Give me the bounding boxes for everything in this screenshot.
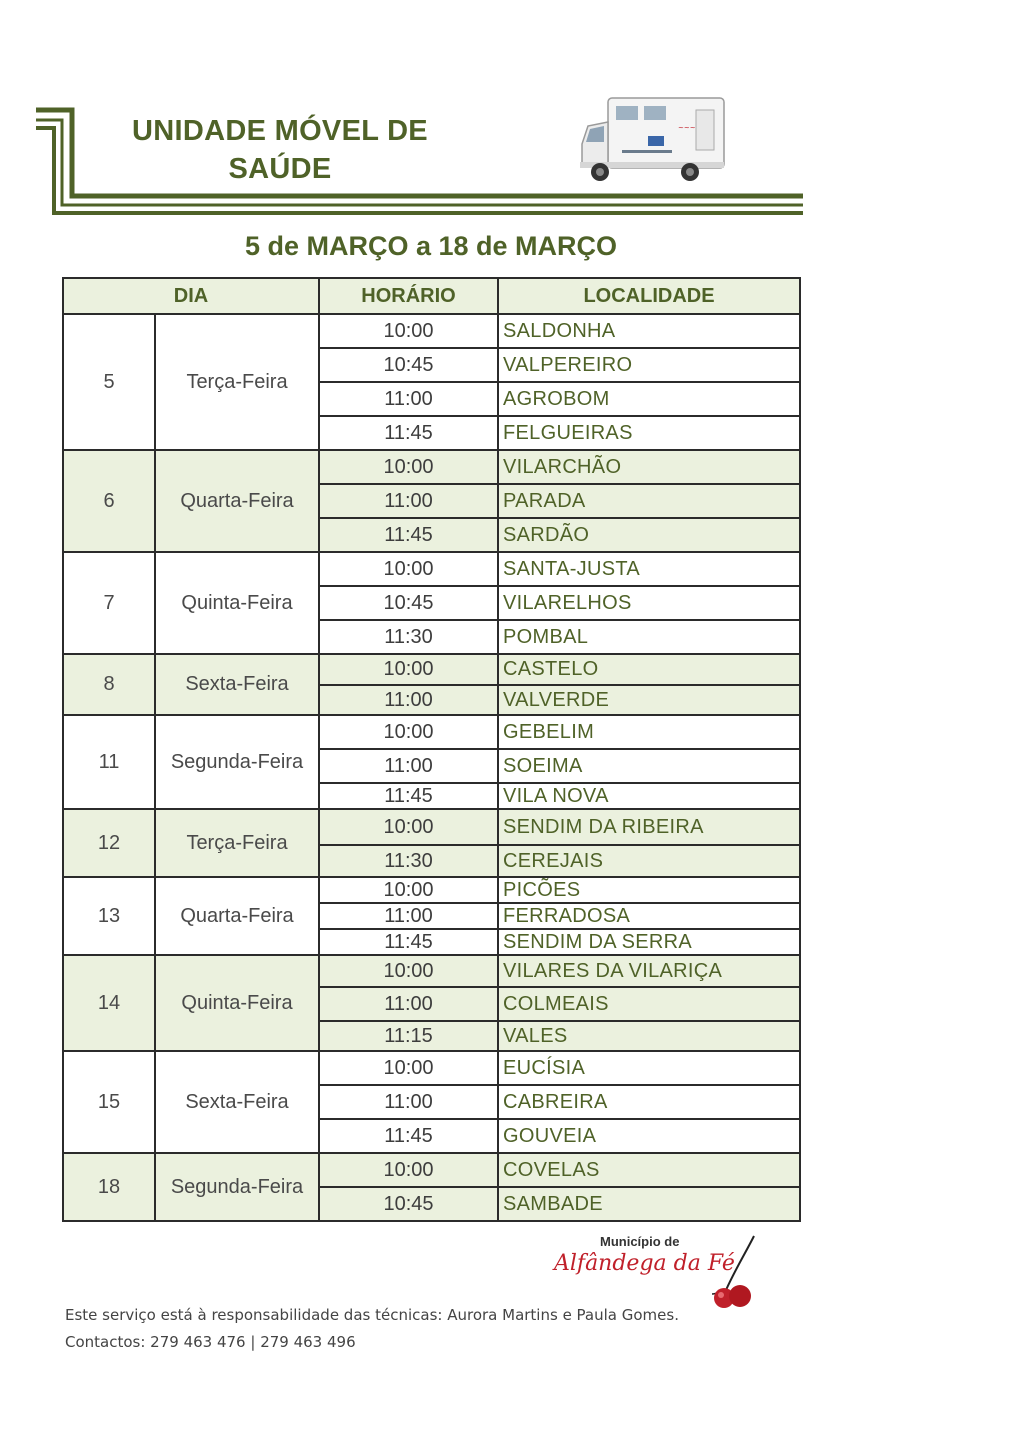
visit-time: 10:45 [319, 348, 498, 382]
page-title [100, 112, 460, 188]
visit-time: 10:00 [319, 809, 498, 845]
header-dia: DIA [63, 278, 319, 314]
visit-location: SANTA-JUSTA [498, 552, 800, 586]
schedule-body [63, 314, 800, 1221]
visit-time: 11:00 [319, 903, 498, 929]
footer-responsible: Este serviço está à responsabilidade das técnicas: Aurora Martins e Paula Gomes. [65, 1306, 679, 1324]
visit-time: 11:00 [319, 382, 498, 416]
visit-time: 11:45 [319, 929, 498, 955]
weekday-name: Sexta-Feira [155, 1051, 319, 1153]
visit-time: 10:00 [319, 1153, 498, 1187]
visit-location: FELGUEIRAS [498, 416, 800, 450]
svg-text:Alfândega da Fé: Alfândega da Fé [554, 1251, 735, 1276]
visit-time: 10:00 [319, 715, 498, 749]
weekday-name: Quarta-Feira [155, 877, 319, 955]
title-line-2: SAÚDE [228, 153, 332, 185]
visit-location: SARDÃO [498, 518, 800, 552]
day-number: 18 [63, 1153, 155, 1221]
day-number: 13 [63, 877, 155, 955]
day-number: 5 [63, 314, 155, 450]
visit-location: PARADA [498, 484, 800, 518]
visit-location: VALVERDE [498, 685, 800, 715]
weekday-name: Segunda-Feira [155, 1153, 319, 1221]
visit-location: SOEIMA [498, 749, 800, 783]
visit-time: 11:00 [319, 1085, 498, 1119]
visit-location: PICÕES [498, 877, 800, 903]
table-row [63, 955, 800, 987]
visit-location: SALDONHA [498, 314, 800, 348]
svg-text:~~~: ~~~ [678, 124, 696, 132]
visit-time: 11:45 [319, 416, 498, 450]
visit-location: COVELAS [498, 1153, 800, 1187]
visit-time: 11:00 [319, 749, 498, 783]
visit-location: VILARELHOS [498, 586, 800, 620]
visit-location: COLMEAIS [498, 987, 800, 1021]
visit-location: VILARES DA VILARIÇA [498, 955, 800, 987]
weekday-name: Sexta-Feira [155, 654, 319, 715]
day-number: 15 [63, 1051, 155, 1153]
visit-location: VALPEREIRO [498, 348, 800, 382]
day-number: 8 [63, 654, 155, 715]
visit-time: 10:00 [319, 314, 498, 348]
visit-location: EUCÍSIA [498, 1051, 800, 1085]
table-row [63, 654, 800, 685]
day-number: 7 [63, 552, 155, 654]
footer-contacts: Contactos: 279 463 476 | 279 463 496 [65, 1333, 356, 1351]
table-row [63, 1153, 800, 1187]
ambulance-van-image [578, 92, 728, 184]
visit-location: POMBAL [498, 620, 800, 654]
visit-location: CASTELO [498, 654, 800, 685]
table-row [63, 715, 800, 749]
visit-time: 10:00 [319, 654, 498, 685]
weekday-name: Terça-Feira [155, 809, 319, 877]
visit-time: 10:00 [319, 552, 498, 586]
weekday-name: Terça-Feira [155, 314, 319, 450]
weekday-name: Segunda-Feira [155, 715, 319, 809]
visit-time: 11:45 [319, 783, 498, 809]
visit-location: SENDIM DA RIBEIRA [498, 809, 800, 845]
day-number: 14 [63, 955, 155, 1051]
visit-location: VILA NOVA [498, 783, 800, 809]
visit-time: 11:00 [319, 987, 498, 1021]
weekday-name: Quinta-Feira [155, 955, 319, 1051]
table-row [63, 552, 800, 586]
table-header-row [63, 278, 800, 314]
visit-time: 10:00 [319, 955, 498, 987]
visit-location: VILARCHÃO [498, 450, 800, 484]
visit-time: 11:45 [319, 1119, 498, 1153]
header-localidade: LOCALIDADE [498, 278, 800, 314]
day-number: 11 [63, 715, 155, 809]
visit-location: FERRADOSA [498, 903, 800, 929]
day-number: 12 [63, 809, 155, 877]
visit-time: 10:00 [319, 1051, 498, 1085]
table-row [63, 809, 800, 845]
visit-time: 10:45 [319, 1187, 498, 1221]
day-number: 6 [63, 450, 155, 552]
visit-location: SENDIM DA SERRA [498, 929, 800, 955]
visit-time: 10:45 [319, 586, 498, 620]
title-line-1: UNIDADE MÓVEL DE [132, 115, 428, 147]
visit-time: 11:30 [319, 845, 498, 877]
table-row [63, 450, 800, 484]
schedule-table [62, 277, 801, 1222]
visit-time: 10:00 [319, 450, 498, 484]
visit-location: CABREIRA [498, 1085, 800, 1119]
header-horario: HORÁRIO [319, 278, 498, 314]
visit-time: 11:45 [319, 518, 498, 552]
table-row [63, 314, 800, 348]
visit-time: 10:00 [319, 877, 498, 903]
weekday-name: Quarta-Feira [155, 450, 319, 552]
table-row [63, 1051, 800, 1085]
visit-time: 11:00 [319, 685, 498, 715]
visit-time: 11:15 [319, 1021, 498, 1051]
svg-text:Município de: Município de [600, 1234, 680, 1249]
table-row [63, 877, 800, 903]
visit-location: GOUVEIA [498, 1119, 800, 1153]
municipality-logo [550, 1232, 770, 1312]
visit-location: VALES [498, 1021, 800, 1051]
visit-time: 11:30 [319, 620, 498, 654]
period-heading: 5 de MARÇO a 18 de MARÇO [244, 231, 618, 261]
weekday-name: Quinta-Feira [155, 552, 319, 654]
visit-location: CEREJAIS [498, 845, 800, 877]
visit-location: SAMBADE [498, 1187, 800, 1221]
visit-location: AGROBOM [498, 382, 800, 416]
visit-location: GEBELIM [498, 715, 800, 749]
visit-time: 11:00 [319, 484, 498, 518]
